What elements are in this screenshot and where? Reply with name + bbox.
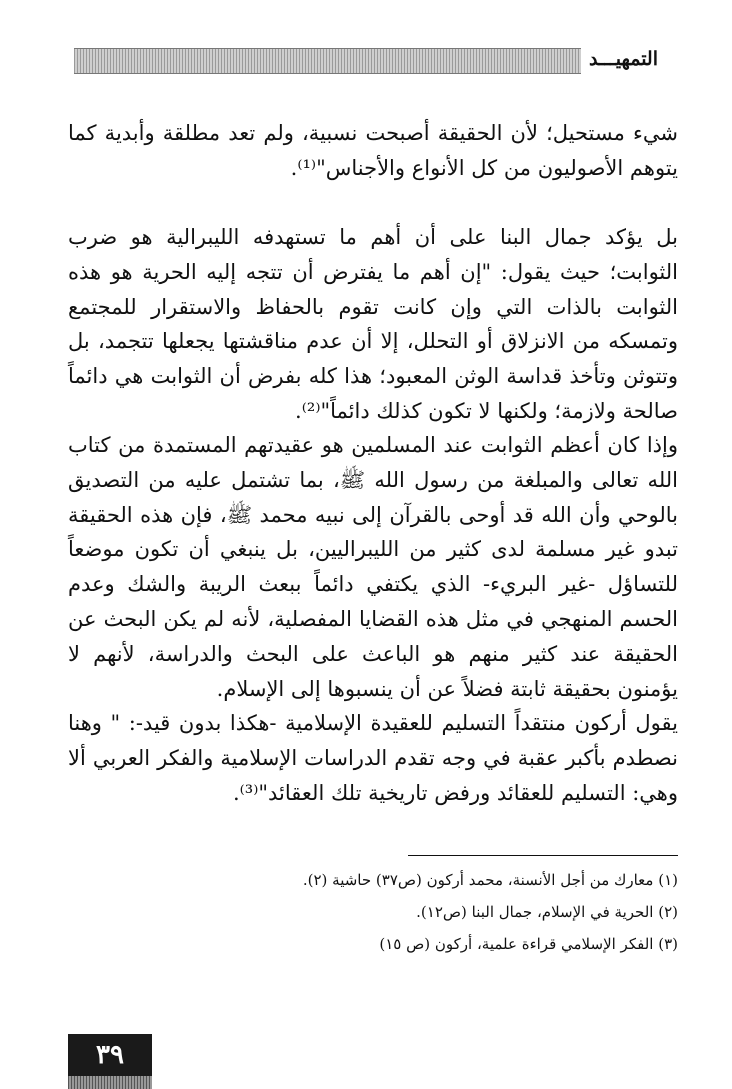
footnote-3: (٣) الفكر الإسلامي قراءة علمية، أركون (ص ١٥)	[379, 935, 678, 953]
page-number: ٣٩	[68, 1034, 152, 1089]
footnotes	[240, 864, 678, 960]
paragraph-4: يقول أركون منتقداً التسليم للعقيدة الإسلامية -هكذا بدون قيد-: " وهنا نصطدم بأكبر عقبة في وجه تقدم الدراسات الإسلامية والفكر العربي ألا وهي: التسليم للعقائد ورفض تاريخية تلك العقائد"⁽³⁾.	[68, 711, 678, 805]
running-header-title: التمهيـــد	[581, 44, 664, 74]
footnote-separator	[408, 855, 678, 856]
paragraph-3: وإذا كان أعظم الثوابت عند المسلمين هو عقيدتهم المستمدة من كتاب الله تعالى والمبلغة من رسول الله ﷺ، بما تشتمل عليه من التصديق بالوحي وأن الله قد أوحى بالقرآن إلى نبيه محمد ﷺ، فإن هذه الحقيقة تبدو غير مسلمة لدى كثير من الليبراليين، بل ينبغي أن تكون موضعاً للتساؤل -غير البريء- الذي يكتفي دائماً ببعث الريبة والشك وعدم الحسم المنهجي في مثل هذه القضايا المفصلية، لأنه لم يكن البحث عن الحقيقة عند كثير منهم هو الباعث على البحث والدراسة، لأنهم لا يؤمنون بحقيقة ثابتة فضلاً عن أن ينسبوها إلى الإسلام.	[68, 433, 678, 701]
header-decorative-band	[74, 48, 638, 74]
paragraph-2: بل يؤكد جمال البنا على أن أهم ما تستهدفه الليبرالية هو ضرب الثوابت؛ حيث يقول: "إن أهم ما يفترض أن تتجه إليه الحرية هو هذه الثوابت بالذات التي وإن كانت تقوم بالحفاظ والاستقرار للمجتمع وتمسكه من الانزلاق أو التحلل، إلا أن عدم مناقشتها يجعلها تتجمد، بل وتتوثن وتأخذ قداسة الوثن المعبود؛ هذا كله بفرض أن الثوابت هي دائماً صالحة ولازمة؛ ولكنها لا تكون كذلك دائماً"⁽²⁾.	[68, 225, 678, 423]
page-number-decorative-strip	[68, 1076, 152, 1089]
footnote-1: (١) معارك من أجل الأنسنة، محمد أركون (ص٣٧) حاشية (٢).	[302, 871, 678, 889]
footnote-2: (٢) الحرية في الإسلام، جمال البنا (ص١٢).	[416, 903, 678, 921]
paragraph-1: شيء مستحيل؛ لأن الحقيقة أصبحت نسبية، ولم تعد مطلقة وأبدية كما يتوهم الأصوليون من كل الأنواع والأجناس"⁽¹⁾.	[68, 121, 678, 180]
